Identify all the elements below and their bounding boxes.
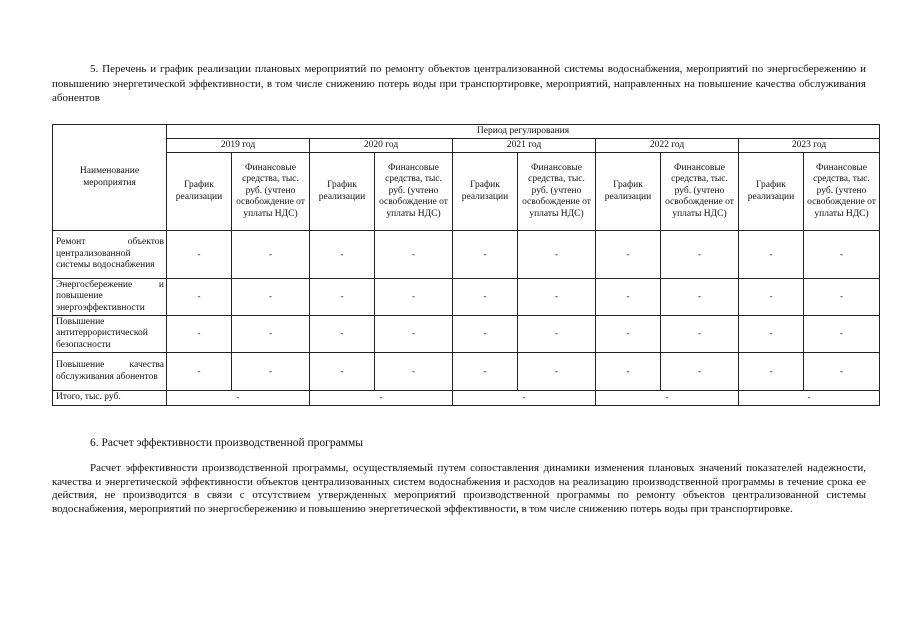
row-name: Повышение антитеррористической безопасности (53, 316, 167, 353)
table-cell: - (739, 316, 804, 353)
table-cell: - (167, 231, 232, 279)
schedule-subheader: График реализации (453, 153, 518, 231)
finance-subheader: Финансовые средства, тыс. руб. (учтено освобождение от уплаты НДС) (518, 153, 596, 231)
table-cell: - (232, 279, 310, 316)
table-cell: - (804, 316, 880, 353)
name-column-header: Наименование мероприятия (53, 125, 167, 231)
table-cell: - (375, 353, 453, 391)
table-cell: - (453, 231, 518, 279)
table-cell: - (375, 231, 453, 279)
row-name: Ремонт объектов централизованной системы водоснабжения (53, 231, 167, 279)
table-cell: - (804, 353, 880, 391)
finance-subheader: Финансовые средства, тыс. руб. (учтено освобождение от уплаты НДС) (661, 153, 739, 231)
table-cell: - (167, 316, 232, 353)
total-row (53, 391, 880, 406)
table-cell: - (518, 231, 596, 279)
table-cell: - (804, 279, 880, 316)
table-cell: - (661, 316, 739, 353)
table-cell: - (453, 279, 518, 316)
year-header: 2023 год (739, 139, 880, 153)
table-cell: - (232, 316, 310, 353)
schedule-subheader: График реализации (739, 153, 804, 231)
finance-subheader: Финансовые средства, тыс. руб. (учтено освобождение от уплаты НДС) (232, 153, 310, 231)
period-header: Период регулирования (167, 125, 880, 139)
total-cell: - (739, 391, 880, 406)
table-cell: - (375, 316, 453, 353)
schedule-subheader: График реализации (167, 153, 232, 231)
year-header: 2020 год (310, 139, 453, 153)
table-cell: - (739, 231, 804, 279)
table-cell: - (661, 353, 739, 391)
table-cell: - (661, 231, 739, 279)
schedule-subheader: График реализации (310, 153, 375, 231)
table-cell: - (518, 279, 596, 316)
table-row (53, 231, 880, 279)
table-cell: - (232, 231, 310, 279)
table-cell: - (375, 279, 453, 316)
year-header: 2022 год (596, 139, 739, 153)
plan-table (52, 124, 880, 406)
table-cell: - (310, 316, 375, 353)
table-cell: - (596, 316, 661, 353)
table-cell: - (453, 353, 518, 391)
table-cell: - (596, 231, 661, 279)
table-cell: - (167, 279, 232, 316)
table-cell: - (167, 353, 232, 391)
row-name: Энергосбережение и повышение энергоэффективности (53, 279, 167, 316)
table-cell: - (232, 353, 310, 391)
table-cell: - (596, 279, 661, 316)
total-cell: - (453, 391, 596, 406)
section-6-heading: 6. Расчет эффективности производственной программы (90, 437, 364, 449)
table-cell: - (804, 231, 880, 279)
year-header: 2021 год (453, 139, 596, 153)
finance-subheader: Финансовые средства, тыс. руб. (учтено освобождение от уплаты НДС) (804, 153, 880, 231)
table-row (53, 353, 880, 391)
section-5-heading: 5. Перечень и график реализации плановых мероприятий по ремонту объектов централизованной системы водоснабжения, мероприятий по энергосбережению и повышению энергетической эффективности, в том числе снижению потерь воды при транспортировке, мероприятий, направленных на повышение качества обслуживания абонентов (52, 63, 866, 104)
total-cell: - (167, 391, 310, 406)
total-label: Итого, тыс. руб. (53, 391, 167, 406)
table-cell: - (518, 316, 596, 353)
total-cell: - (310, 391, 453, 406)
total-cell: - (596, 391, 739, 406)
table-row (53, 279, 880, 316)
table-row (53, 316, 880, 353)
section-6-body: Расчет эффективности производственной программы, осуществляемый путем сопоставления динамики изменения плановых значений показателей надежности, качества и энергетической эффективности объектов централизованных систем водоснабжения и расходов на реализацию производственной программы в течение срока ее действия, не производится в связи с отсутствием утвержденных мероприятий производственной программы по ремонту объектов централизованной системы водоснабжения, мероприятий по энергосбережению и повышению энергетической эффективности, в том числе снижению потерь воды при транспортировке. (52, 462, 866, 515)
row-name: Повышение качества обслуживания абонентов (53, 353, 167, 391)
table-cell: - (310, 353, 375, 391)
finance-subheader: Финансовые средства, тыс. руб. (учтено освобождение от уплаты НДС) (375, 153, 453, 231)
table-cell: - (739, 279, 804, 316)
table-cell: - (661, 279, 739, 316)
table-cell: - (518, 353, 596, 391)
schedule-subheader: График реализации (596, 153, 661, 231)
table-cell: - (739, 353, 804, 391)
table-cell: - (453, 316, 518, 353)
year-header: 2019 год (167, 139, 310, 153)
table-cell: - (310, 231, 375, 279)
table-cell: - (596, 353, 661, 391)
table-cell: - (310, 279, 375, 316)
